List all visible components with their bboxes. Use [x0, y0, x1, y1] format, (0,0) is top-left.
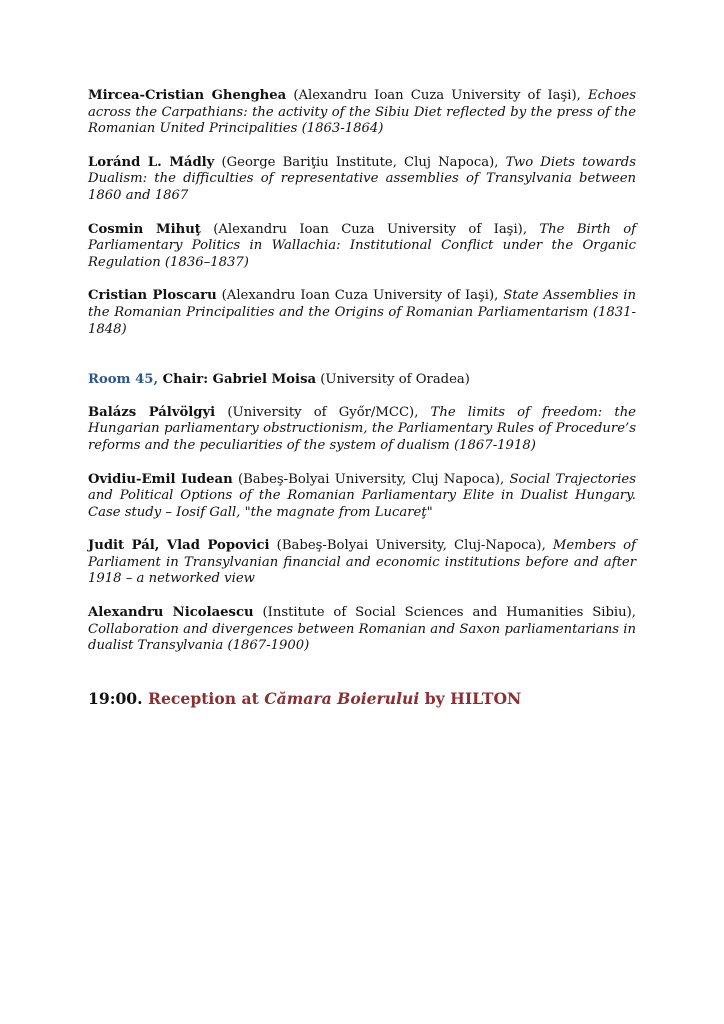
session-b: [88, 405, 636, 655]
paper-entry: [88, 405, 636, 455]
paper-title: Two Diets towards Dualism: the difficulties of representative assemblies of Transylvania between 1860 and 1867: [88, 154, 637, 203]
paper-author: Alexandru Nicolaescu: [88, 605, 254, 621]
reception-line: [88, 689, 636, 708]
paper-entry: [88, 472, 636, 522]
paper-title: The limits of freedom: the Hungarian parliamentary obstructionism, the Parliamentary Rules of Procedure’s reforms and the peculiarities of the system of dualism (1867-1918): [88, 404, 636, 453]
session-a: [88, 88, 636, 338]
paper-author: Cristian Ploscaru: [88, 288, 217, 304]
paper-affiliation: (George Bariţiu Institute, Cluj Napoca),: [214, 154, 506, 170]
reception-venue: Cămara Boierului: [264, 688, 420, 708]
paper-entry: [88, 222, 636, 272]
paper-affiliation: (Institute of Social Sciences and Humanities Sibiu),: [253, 605, 636, 621]
paper-affiliation: (Babeş-Bolyai University, Cluj Napoca),: [232, 471, 510, 487]
room-label: Room 45: [88, 372, 154, 388]
paper-entry: [88, 605, 636, 655]
paper-author: Cosmin Mihuţ: [88, 221, 201, 237]
paper-title: Echoes across the Carpathians: the activity of the Sibiu Diet reflected by the press of the Romanian United Principalities (1863-1864): [88, 88, 636, 137]
paper-entry: [88, 538, 636, 588]
paper-author: Ovidiu-Emil Iudean: [88, 471, 233, 487]
paper-title: State Assemblies in the Romanian Principalities and the Origins of Romanian Parliamentarism (1831-1848): [88, 288, 636, 337]
paper-author: Loránd L. Mádly: [88, 154, 215, 170]
paper-affiliation: (Alexandru Ioan Cuza University of Iaşi),: [286, 88, 588, 103]
paper-affiliation: (University of Győr/MCC),: [215, 404, 431, 420]
paper-title: The Birth of Parliamentary Politics in Wallachia: Institutional Conflict under the Organic Regulation (1836–1837): [88, 221, 637, 270]
paper-entry: [88, 155, 636, 205]
reception-label: Reception at: [142, 688, 265, 708]
paper-title: Members of Parliament in Transylvanian financial and economic institutions before and after 1918 – a networked view: [88, 538, 636, 587]
paper-author: Balázs Pálvölgyi: [88, 404, 216, 420]
paper-affiliation: (Babeş-Bolyai University, Cluj-Napoca),: [269, 538, 553, 554]
program-page: [88, 88, 636, 723]
paper-author: Judit Pál, Vlad Popovici: [88, 538, 270, 554]
chair-affiliation: (University of Oradea): [316, 372, 470, 388]
paper-title: Collaboration and divergences between Romanian and Saxon parliamentarians in dualist Transylvania (1867-1900): [88, 621, 636, 654]
reception-time: 19:00.: [88, 688, 143, 708]
paper-title: Social Trajectories and Political Options of the Romanian Parliamentary Elite in Dualist Hungary. Case study – Iosif Gall, "the magnate from Lucareţ": [88, 471, 636, 520]
paper-author: Mircea-Cristian Ghenghea: [88, 88, 287, 103]
chair-name: Chair: Gabriel Moisa: [158, 372, 317, 388]
room-separator: ,: [153, 372, 159, 388]
paper-affiliation: (Alexandru Ioan Cuza University of Iaşi),: [216, 288, 504, 304]
paper-entry: [88, 288, 636, 338]
reception-host: by HILTON: [419, 688, 522, 708]
room-heading: [88, 372, 636, 389]
paper-affiliation: (Alexandru Ioan Cuza University of Iaşi),: [200, 221, 540, 237]
paper-entry: [88, 88, 636, 138]
